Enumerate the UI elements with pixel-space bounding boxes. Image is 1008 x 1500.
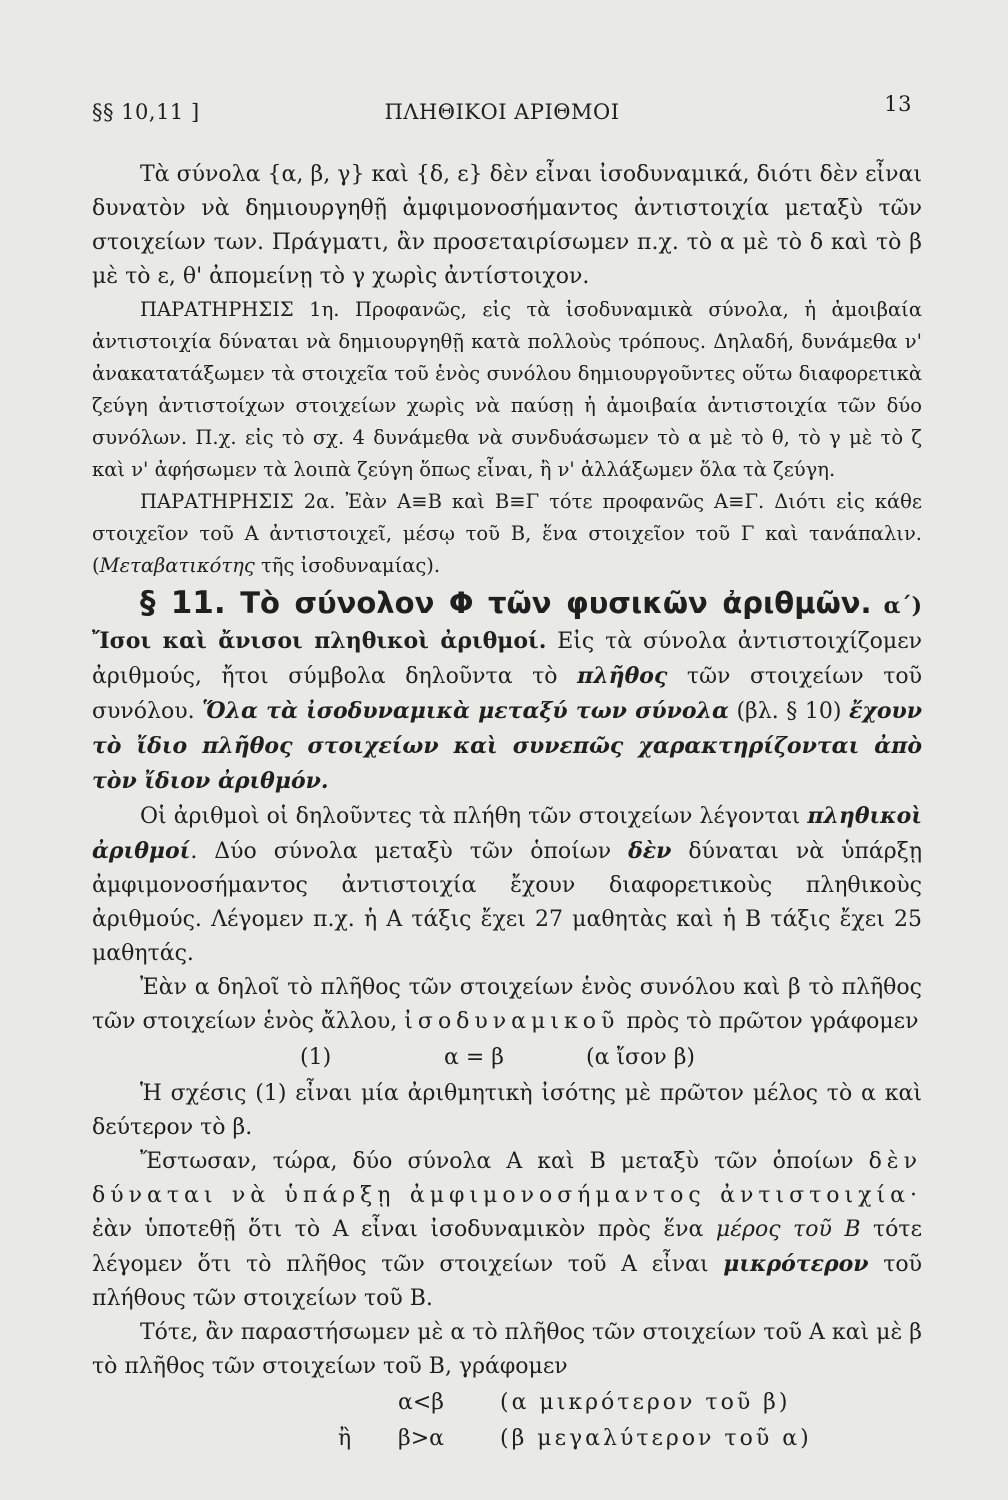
chapter-title: ΠΛΗΘΙΚΟΙ ΑΡΙΘΜΟΙ (384, 100, 620, 124)
remark-2-italic: Μεταβατικότης (99, 554, 255, 577)
section-11-title: Τὸ σύνολον Φ τῶν φυσικῶν ἀριθμῶν. (225, 586, 872, 620)
formula-1-number: (1) (300, 1045, 332, 1070)
para5-text-d: τοῦ πλήθους τῶν στοιχείων τοῦ Β. (92, 1252, 922, 1311)
formula-1 (92, 1041, 922, 1075)
para5-text-b: ἐὰν ὑποτεθῇ ὅτι τὸ Α εἶναι ἰσοδυναμικὸν πρὸς ἕνα (92, 1217, 716, 1242)
formula-3 (92, 1422, 922, 1456)
para2-den: δὲν (628, 838, 672, 864)
para5-italic: μέρος τοῦ Β (715, 1217, 861, 1242)
formula-1-note: (α ἴσον β) (586, 1045, 695, 1070)
section-11-text-1: Εἰς τὰ σύνολα ἀντιστοιχίζομεν ἀριθμούς, ἤτοι σύμβολα δηλοῦντα τὸ (92, 629, 922, 689)
paragraph-equivalent-sets (92, 971, 922, 1039)
formula-3-expression: β>α (398, 1426, 445, 1451)
para5-text-c: τότε λέγομεν ὅτι τὸ πλῆθος τῶν στοιχείων τοῦ Α εἶναι (92, 1217, 922, 1277)
formula-2 (92, 1386, 922, 1420)
section-11-italic-2: ἔχουν τὸ ἴδιο πλῆθος στοιχείων καὶ συνεπῶς χαρακτηρίζονται ἀπὸ τὸν ἴδιον ἀριθμόν. (92, 698, 923, 794)
remark-1 (92, 294, 922, 486)
formula-3-or: ἢ (338, 1426, 352, 1451)
section-11-italic-1: Ὅλα τὰ ἰσοδυναμικὰ μεταξύ των σύνολα (202, 698, 729, 724)
section-11-subheading: α΄) Ἴσοι καὶ ἄνισοι πληθικοὶ ἀριθμοί. (92, 593, 922, 654)
para2-text-b: . Δύο σύνολα μεταξὺ τῶν ὁποίων (190, 839, 629, 864)
paragraph-cardinal-numbers (92, 799, 922, 971)
para2-term: πληθικοὶ ἀριθμοί (92, 803, 922, 864)
running-header (92, 92, 912, 134)
section-11-paragraph (92, 586, 922, 799)
para5-text-a: Ἔστωσαν, τώρα, δύο σύνολα Α καὶ Β μεταξὺ τῶν ὁποίων (140, 1149, 869, 1174)
remark-2-text: Ἐὰν Α≡Β καὶ Β≡Γ τότε προφανῶς Α≡Γ. Διότι εἰς κάθε στοιχεῖον τοῦ Α ἀντιστοιχεῖ, μέσῳ τοῦ Β, ἕνα στοιχεῖον τοῦ Γ καὶ τανάπαλιν. ( (92, 490, 922, 577)
formula-2-note: (α μικρότερον τοῦ β) (500, 1390, 791, 1415)
para2-text-a: Οἱ ἀριθμοὶ οἱ δηλοῦντες τὰ πλήθη τῶν στοιχείων λέγονται (140, 804, 808, 829)
formula-1-expression: α = β (444, 1045, 504, 1070)
section-11-plithos: πλῆθος (577, 663, 668, 689)
remark-2-label: ΠΑΡΑΤΗΡΗΣΙΣ 2α. (140, 490, 336, 513)
paragraph-sets-not-equivalent: Τὰ σύνολα {α, β, γ} καὶ {δ, ε} δὲν εἶναι ἰσοδυναμικά, διότι δὲν εἶναι δυνατὸν νὰ δημιουργηθῇ ἀμφιμονοσήμαντος ἀντιστοιχία μεταξὺ τῶν στοιχείων των. Πράγματι, ἂν προσεταιρίσωμεν π.χ. τὸ α μὲ τὸ δ καὶ τὸ β μὲ τὸ ε, θ' ἀπομείνῃ τὸ γ χωρὶς ἀντίστοιχον. (92, 162, 922, 289)
section-11-text-2: τῶν στοιχείων τοῦ συνόλου. (92, 664, 923, 724)
para5-bold: μικρότερον (723, 1251, 869, 1277)
section-reference: §§ 10,11 ] (92, 100, 200, 124)
section-11-ref: (βλ. § 10) (728, 699, 849, 724)
paragraph-smaller (92, 1145, 922, 1316)
para3-text-a: Ἐὰν α δηλοῖ τὸ πλῆθος τῶν στοιχείων ἑνὸς συνόλου καὶ β τὸ πλῆθος τῶν στοιχείων ἑνὸς ἄλλου, (92, 975, 922, 1034)
formula-2-expression: α<β (398, 1390, 445, 1415)
paragraph-equality: Ἡ σχέσις (1) εἶναι μία ἀριθμητικὴ ἰσότης μὲ πρῶτον μέλος τὸ α καὶ δεύτερον τὸ β. (92, 1081, 922, 1140)
formula-3-note: (β μεγαλύτερον τοῦ α) (500, 1426, 812, 1451)
para3-spaced: ἰσοδυναμικοῦ (404, 1009, 620, 1034)
remark-1-text: Προφανῶς, εἰς τὰ ἰσοδυναμικὰ σύνολα, ἡ ἀμοιβαία ἀντιστοιχία δύναται νὰ δημιουργηθῇ κατὰ πολλοὺς τρόπους. Δηλαδή, δυνάμεθα ν' ἀνακατατάξωμεν τὰ στοιχεῖα τοῦ ἑνὸς συνόλου δημιουργοῦντες οὕτω διαφορετικὰ ζεύγη ἀντιστοίχων στοιχείων χωρὶς νὰ παύσῃ ἡ ἀμοιβαία ἀντιστοιχία τῶν δύο συνόλων. Π.χ. εἰς τὸ σχ. 4 δυνάμεθα νὰ συνδυάσωμεν τὸ α μὲ τὸ θ, τὸ γ μὲ τὸ ζ καὶ ν' ἀφήσωμεν τὰ λοιπὰ ζεύγη ὅπως εἶναι, ἢ ν' ἀλλάξωμεν ὅλα τὰ ζεύγη. (92, 298, 922, 481)
section-11-number: § 11. (140, 585, 226, 621)
para2-text-c: δύναται νὰ ὑπάρξῃ ἀμφιμονοσήμαντος ἀντιστοιχία ἔχουν διαφορετικοὺς πληθικοὺς ἀριθμούς. Λέγομεν π.χ. ἡ Α τάξις ἔχει 27 μαθητὰς καὶ ἡ Β τάξις ἔχει 25 μαθητάς. (92, 839, 922, 966)
remark-2-tail: τῆς ἰσοδυναμίας). (254, 554, 441, 577)
remark-2 (92, 486, 922, 582)
para5-spaced: δὲν δύναται νὰ ὑπάρξῃ ἀμφιμονοσήμαντος ἀντιστοιχία· (92, 1149, 922, 1208)
paragraph-notation: Τότε, ἂν παραστήσωμεν μὲ α τὸ πλῆθος τῶν στοιχείων τοῦ Α καὶ μὲ β τὸ πλῆθος τῶν στοιχείων τοῦ Β, γράφομεν (92, 1320, 922, 1379)
page-body (92, 158, 922, 1458)
para3-text-b: πρὸς τὸ πρῶτον γράφομεν (619, 1009, 919, 1034)
page-number: 13 (884, 92, 912, 116)
remark-1-label: ΠΑΡΑΤΗΡΗΣΙΣ 1η. (140, 298, 340, 321)
